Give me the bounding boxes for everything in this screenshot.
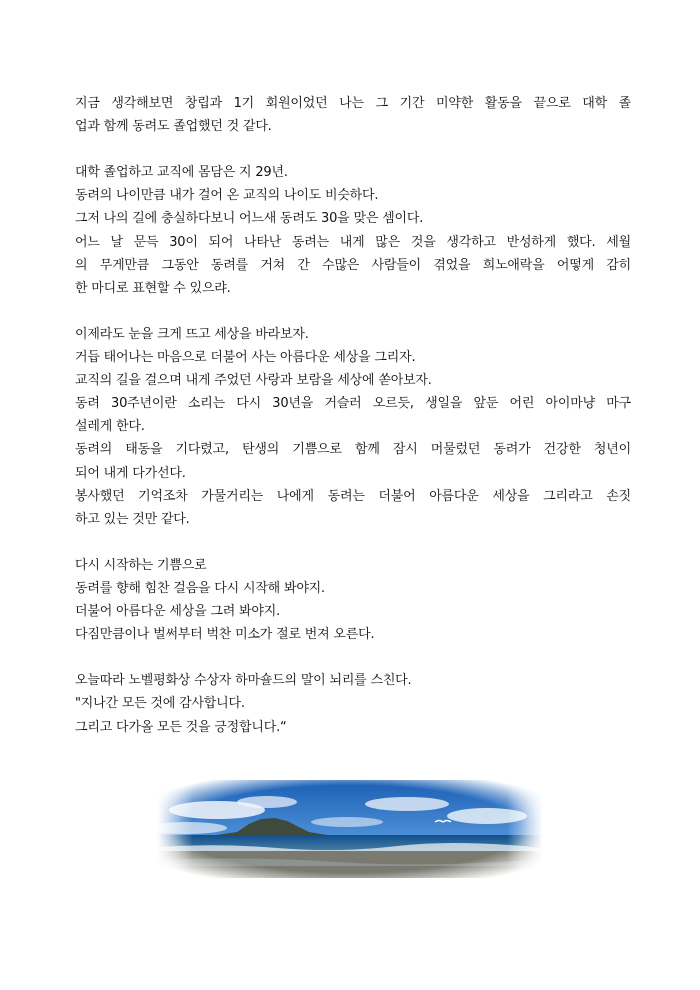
text-line: 업과 함께 동려도 졸업했던 것 같다.	[75, 119, 272, 135]
text-line: 그저 나의 길에 충실하다보니 어느새 동려도 30을 맞은 셈이다.	[75, 211, 424, 227]
text-line: 한 마디로 표현할 수 있으랴.	[75, 280, 231, 296]
text-line: 동려를 향해 힘찬 걸음을 다시 시작해 봐야지.	[75, 580, 325, 596]
text-line: 봉사했던 기억조차 가물거리는 나에게 동려는 더불어 아름다운 세상을 그리라고 손짓	[75, 488, 631, 504]
text-line: 동려의 태동을 기다렸고, 탄생의 기쁨으로 함께 잠시 머물렀던 동려가 건강한 청년이	[75, 442, 631, 458]
seascape-photo	[157, 780, 543, 878]
text-line: 어느 날 문득 30이 되어 나타난 동려는 내게 많은 것을 생각하고 반성하게 했다. 세월	[75, 234, 631, 250]
text-line: 동려 30주년이란 소리는 다시 30년을 거슬러 오르듯, 생일을 앞둔 어린 아이마냥 마구	[75, 396, 631, 412]
text-line: "지나간 모든 것에 감사합니다.	[75, 696, 245, 712]
paragraph	[75, 161, 631, 300]
text-line: 교직의 길을 걸으며 내게 주었던 사랑과 보람을 세상에 쏟아보자.	[75, 373, 432, 389]
paragraph	[75, 669, 631, 738]
text-line: 지금 생각해보면 창립과 1기 회원이었던 나는 그 기간 미약한 활동을 끝으로 대학 졸	[75, 96, 631, 111]
text-line: 동려의 나이만큼 내가 걸어 온 교직의 나이도 비슷하다.	[75, 188, 379, 204]
essay-body	[75, 92, 631, 762]
paragraph	[75, 92, 631, 138]
text-line: 되어 내게 다가선다.	[75, 465, 186, 481]
paragraph	[75, 554, 631, 646]
text-line: 대학 졸업하고 교직에 몸담은 지 29년.	[75, 165, 288, 181]
text-line: 오늘따라 노벨평화상 수상자 하마숄드의 말이 뇌리를 스친다.	[75, 673, 412, 689]
text-line: 다시 시작하는 기쁨으로	[75, 557, 207, 573]
text-line: 이제라도 눈을 크게 뜨고 세상을 바라보자.	[75, 326, 309, 342]
text-line: 그리고 다가올 모든 것을 긍정합니다.“	[75, 719, 287, 735]
text-line: 설레게 한다.	[75, 419, 145, 435]
text-line: 다짐만큼이나 벌써부터 벅찬 미소가 절로 번져 오른다.	[75, 627, 375, 643]
paragraph	[75, 323, 631, 531]
text-line: 거듭 태어나는 마음으로 더불어 사는 아름다운 세상을 그리자.	[75, 350, 416, 366]
text-line: 더불어 아름다운 세상을 그려 봐야지.	[75, 604, 281, 620]
text-line: 하고 있는 것만 같다.	[75, 511, 190, 527]
text-line: 의 무게만큼 그동안 동려를 거쳐 간 수많은 사람들이 겪었을 희노애락을 어떻게 감히	[75, 257, 631, 273]
